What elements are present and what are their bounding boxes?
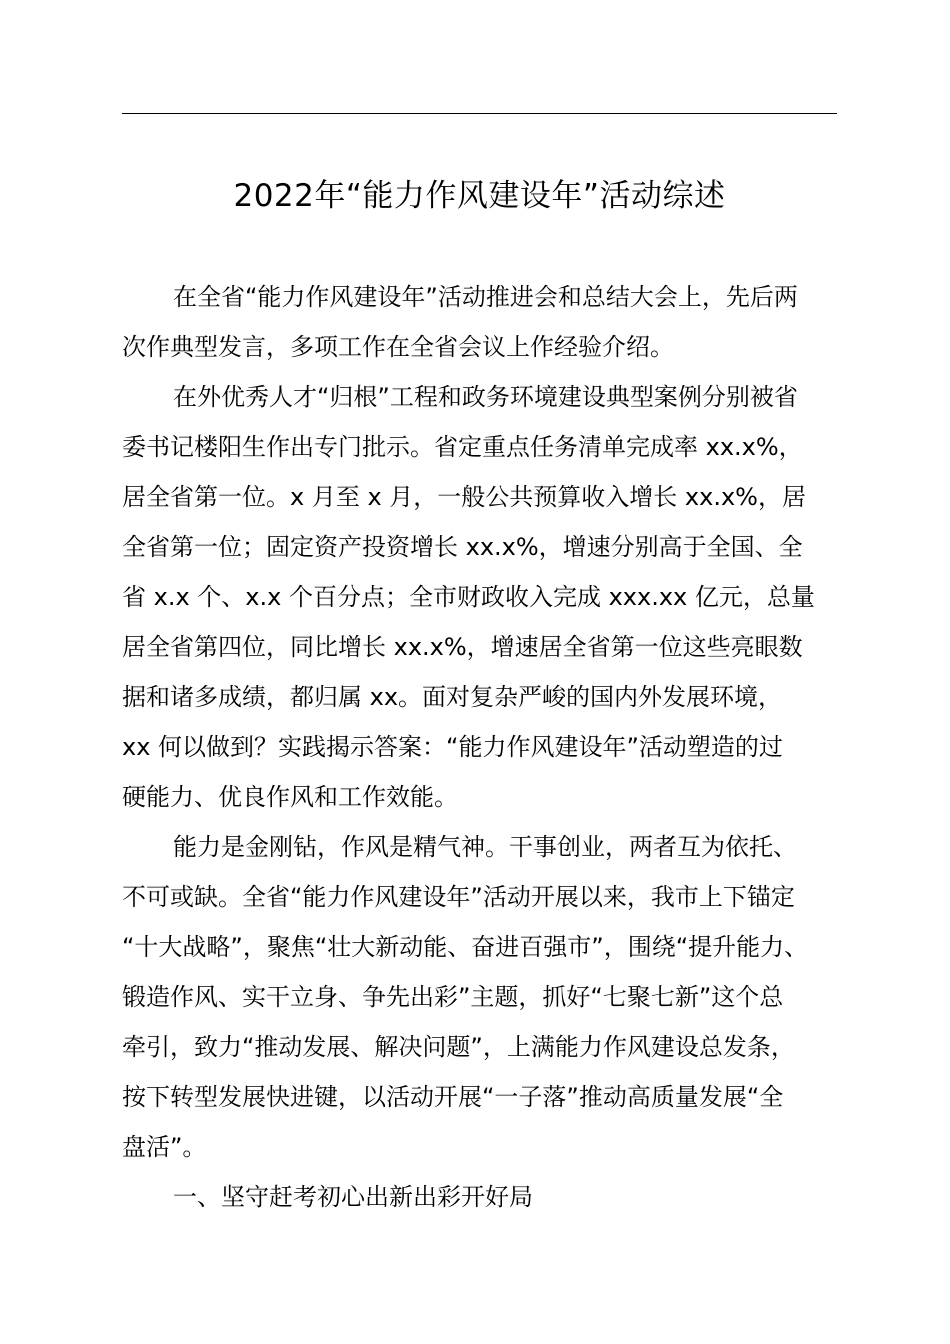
text-line: 硬能力、优良作风和工作效能。 [122,783,458,811]
text-line: 次作典型发言，多项工作在全省会议上作经验介绍。 [122,333,674,361]
paragraph-1 [122,272,848,372]
text-line: 一、坚守赶考初心出新出彩开好局 [173,1183,533,1211]
text-line: 盘活”。 [122,1133,207,1161]
text-line: “十大战略”，聚焦“壮大新动能、奋进百强市”，围绕“提升能力、 [122,933,809,961]
text-line: 不可或缺。全省“能力作风建设年”活动开展以来，我市上下锚定 [122,883,795,911]
document-title: 2022年“能力作风建设年”活动综述 [233,178,726,214]
text-line: xx 何以做到？实践揭示答案：“能力作风建设年”活动塑造的过 [122,733,783,761]
text-line: 能力是金刚钻，作风是精气神。干事创业，两者互为依托、 [173,833,797,861]
paragraph-3 [122,822,848,1172]
text-line: 居全省第一位。x 月至 x 月，一般公共预算收入增长 xx.x%，居 [122,483,806,511]
text-line: 牵引，致力“推动发展、解决问题”，上满能力作风建设总发条， [122,1033,795,1061]
text-line: 按下转型发展快进键，以活动开展“一子落”推动高质量发展“全 [122,1083,784,1111]
text-line: 委书记楼阳生作出专门批示。省定重点任务清单完成率 xx.x%， [122,433,803,461]
text-line: 省 x.x 个、x.x 个百分点；全市财政收入完成 xxx.xx 亿元，总量 [122,583,815,611]
text-line: 全省第一位；固定资产投资增长 xx.x%，增速分别高于全国、全 [122,533,803,561]
text-line: 据和诸多成绩，都归属 xx。面对复杂严峻的国内外发展环境， [122,683,783,711]
paragraph-2 [122,372,848,822]
text-line: 锻造作风、实干立身、争先出彩”主题，抓好“七聚七新”这个总 [122,983,784,1011]
section-heading [122,1172,848,1222]
document-body [122,272,848,1222]
header-rule [122,113,837,114]
text-line: 在外优秀人才“归根”工程和政务环境建设典型案例分别被省 [173,383,798,411]
text-line: 居全省第四位，同比增长 xx.x%，增速居全省第一位这些亮眼数 [122,633,803,661]
text-line: 在全省“能力作风建设年”活动推进会和总结大会上，先后两 [173,283,798,311]
